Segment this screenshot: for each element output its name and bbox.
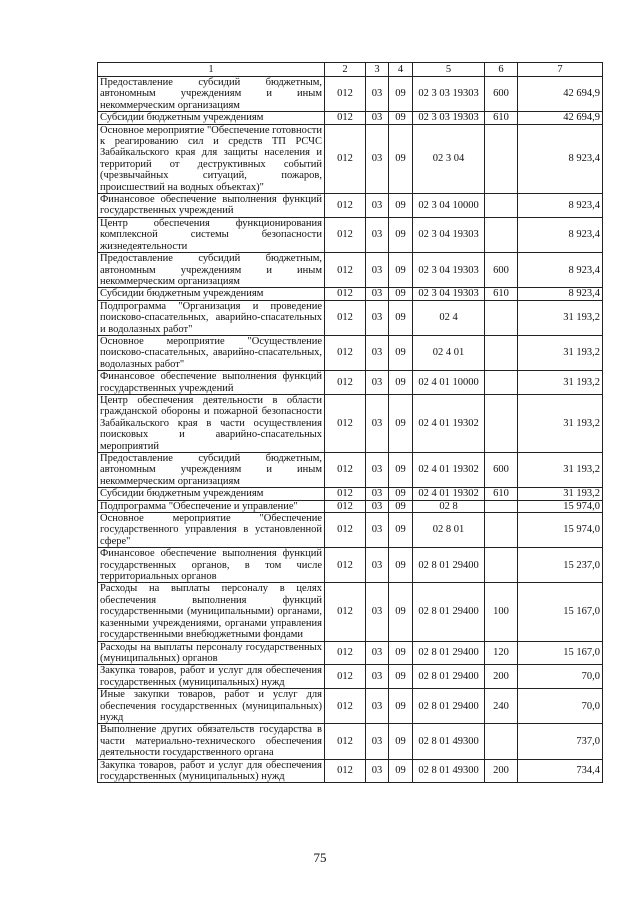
row-expense-type-cell <box>485 300 518 335</box>
row-target-item-cell: 02 8 01 29400 <box>413 548 485 583</box>
row-name-cell: Финансовое обеспечение выполнения функций государственных учреждений <box>98 194 325 218</box>
row-amount-cell: 8 923,4 <box>518 288 603 300</box>
row-name-cell: Закупка товаров, работ и услуг для обеспечения государственных (муниципальных) нужд <box>98 759 325 783</box>
row-subsection-cell: 09 <box>389 689 413 724</box>
row-section-cell: 03 <box>366 689 389 724</box>
row-expense-type-cell <box>485 124 518 193</box>
row-amount-cell: 8 923,4 <box>518 217 603 252</box>
row-subsection-cell: 09 <box>389 194 413 218</box>
row-amount-cell: 15 167,0 <box>518 641 603 665</box>
row-amount-cell: 31 193,2 <box>518 488 603 500</box>
table-row <box>98 759 603 783</box>
header-col-4: 4 <box>389 63 413 77</box>
row-section-cell: 03 <box>366 124 389 193</box>
header-col-2: 2 <box>325 63 366 77</box>
row-target-item-cell: 02 8 01 29400 <box>413 583 485 641</box>
row-section-cell: 03 <box>366 194 389 218</box>
row-admin-code-cell: 012 <box>325 759 366 783</box>
table-row <box>98 194 603 218</box>
row-subsection-cell: 09 <box>389 288 413 300</box>
row-subsection-cell: 09 <box>389 300 413 335</box>
row-section-cell: 03 <box>366 583 389 641</box>
row-subsection-cell: 09 <box>389 371 413 395</box>
row-amount-cell: 8 923,4 <box>518 124 603 193</box>
row-section-cell: 03 <box>366 488 389 500</box>
table-row <box>98 253 603 288</box>
row-amount-cell: 42 694,9 <box>518 112 603 124</box>
row-name-cell: Основное мероприятие "Обеспечение государственного управления в установленной сфере" <box>98 513 325 548</box>
row-amount-cell: 15 974,0 <box>518 513 603 548</box>
row-subsection-cell: 09 <box>389 724 413 759</box>
table-row <box>98 394 603 452</box>
row-section-cell: 03 <box>366 288 389 300</box>
row-target-item-cell: 02 3 04 19303 <box>413 288 485 300</box>
row-subsection-cell: 09 <box>389 217 413 252</box>
table-row <box>98 335 603 370</box>
row-subsection-cell: 09 <box>389 394 413 452</box>
row-section-cell: 03 <box>366 253 389 288</box>
row-amount-cell: 15 974,0 <box>518 500 603 512</box>
row-target-item-cell: 02 8 01 49300 <box>413 759 485 783</box>
header-col-6: 6 <box>485 63 518 77</box>
row-name-cell: Подпрограмма "Обеспечение и управление" <box>98 500 325 512</box>
row-name-cell: Основное мероприятие "Обеспечение готовности к реагированию сил и средств ТП РСЧС Забайкальского края для защиты населения и территорий от деструктивных событий (чрезвычайных ситуаций, пожаров, происшествий на водных объектах)" <box>98 124 325 193</box>
row-name-cell: Субсидии бюджетным учреждениям <box>98 488 325 500</box>
row-subsection-cell: 09 <box>389 112 413 124</box>
row-expense-type-cell <box>485 394 518 452</box>
row-expense-type-cell: 200 <box>485 665 518 689</box>
row-admin-code-cell: 012 <box>325 513 366 548</box>
row-amount-cell: 70,0 <box>518 665 603 689</box>
row-amount-cell: 15 237,0 <box>518 548 603 583</box>
row-expense-type-cell: 610 <box>485 288 518 300</box>
row-amount-cell: 31 193,2 <box>518 394 603 452</box>
row-expense-type-cell <box>485 194 518 218</box>
row-admin-code-cell: 012 <box>325 371 366 395</box>
row-admin-code-cell: 012 <box>325 288 366 300</box>
row-section-cell: 03 <box>366 641 389 665</box>
row-target-item-cell: 02 4 01 19302 <box>413 394 485 452</box>
row-admin-code-cell: 012 <box>325 665 366 689</box>
row-expense-type-cell: 610 <box>485 488 518 500</box>
row-section-cell: 03 <box>366 77 389 112</box>
row-amount-cell: 31 193,2 <box>518 371 603 395</box>
row-target-item-cell: 02 3 04 19303 <box>413 217 485 252</box>
row-expense-type-cell: 610 <box>485 112 518 124</box>
row-admin-code-cell: 012 <box>325 689 366 724</box>
row-expense-type-cell: 600 <box>485 253 518 288</box>
row-amount-cell: 42 694,9 <box>518 77 603 112</box>
row-target-item-cell: 02 3 03 19303 <box>413 112 485 124</box>
row-target-item-cell: 02 8 01 <box>413 513 485 548</box>
table-row <box>98 641 603 665</box>
row-expense-type-cell <box>485 724 518 759</box>
row-section-cell: 03 <box>366 513 389 548</box>
header-col-3: 3 <box>366 63 389 77</box>
row-target-item-cell: 02 3 03 19303 <box>413 77 485 112</box>
row-subsection-cell: 09 <box>389 665 413 689</box>
row-subsection-cell: 09 <box>389 500 413 512</box>
row-name-cell: Расходы на выплаты персоналу в целях обеспечения выполнения функций государственными (муниципальными) органами, казенными учреждениями, органами управления государственными внебюджетными фондами <box>98 583 325 641</box>
page-number: 75 <box>313 850 327 865</box>
table-row <box>98 548 603 583</box>
row-name-cell: Иные закупки товаров, работ и услуг для обеспечения государственных (муниципальных) нужд <box>98 689 325 724</box>
row-target-item-cell: 02 4 01 19302 <box>413 453 485 488</box>
row-section-cell: 03 <box>366 112 389 124</box>
row-expense-type-cell: 240 <box>485 689 518 724</box>
row-admin-code-cell: 012 <box>325 583 366 641</box>
row-subsection-cell: 09 <box>389 513 413 548</box>
row-expense-type-cell <box>485 335 518 370</box>
row-amount-cell: 734,4 <box>518 759 603 783</box>
row-subsection-cell: 09 <box>389 641 413 665</box>
header-col-7: 7 <box>518 63 603 77</box>
table-row <box>98 689 603 724</box>
header-col-5: 5 <box>413 63 485 77</box>
row-admin-code-cell: 012 <box>325 488 366 500</box>
row-name-cell: Предоставление субсидий бюджетным, автономным учреждениям и иным некоммерческим организациям <box>98 253 325 288</box>
row-admin-code-cell: 012 <box>325 253 366 288</box>
row-expense-type-cell <box>485 500 518 512</box>
header-col-1: 1 <box>98 63 325 77</box>
row-expense-type-cell <box>485 217 518 252</box>
row-expense-type-cell: 600 <box>485 77 518 112</box>
row-expense-type-cell: 100 <box>485 583 518 641</box>
table-row <box>98 300 603 335</box>
row-subsection-cell: 09 <box>389 124 413 193</box>
row-admin-code-cell: 012 <box>325 548 366 583</box>
table-row <box>98 371 603 395</box>
row-name-cell: Предоставление субсидий бюджетным, автономным учреждениям и иным некоммерческим организациям <box>98 77 325 112</box>
table-row <box>98 453 603 488</box>
row-admin-code-cell: 012 <box>325 112 366 124</box>
table-row <box>98 77 603 112</box>
row-name-cell: Финансовое обеспечение выполнения функций государственных учреждений <box>98 371 325 395</box>
row-name-cell: Расходы на выплаты персоналу государственных (муниципальных) органов <box>98 641 325 665</box>
row-target-item-cell: 02 4 01 19302 <box>413 488 485 500</box>
row-name-cell: Подпрограмма "Организация и проведение поисково-спасательных, аварийно-спасательных и водолазных работ" <box>98 300 325 335</box>
row-section-cell: 03 <box>366 300 389 335</box>
row-section-cell: 03 <box>366 217 389 252</box>
row-expense-type-cell: 120 <box>485 641 518 665</box>
row-target-item-cell: 02 3 04 10000 <box>413 194 485 218</box>
row-target-item-cell: 02 8 01 29400 <box>413 665 485 689</box>
row-name-cell: Финансовое обеспечение выполнения функций государственных органов, в том числе территориальных органов <box>98 548 325 583</box>
row-name-cell: Центр обеспечения деятельности в области гражданской обороны и пожарной безопасности Забайкальского края в части осуществления поисковых и аварийно-спасательных мероприятий <box>98 394 325 452</box>
row-target-item-cell: 02 8 <box>413 500 485 512</box>
row-expense-type-cell <box>485 513 518 548</box>
row-target-item-cell: 02 8 01 29400 <box>413 641 485 665</box>
row-expense-type-cell <box>485 371 518 395</box>
row-subsection-cell: 09 <box>389 548 413 583</box>
row-subsection-cell: 09 <box>389 453 413 488</box>
table-row <box>98 724 603 759</box>
row-amount-cell: 70,0 <box>518 689 603 724</box>
row-admin-code-cell: 012 <box>325 641 366 665</box>
row-admin-code-cell: 012 <box>325 500 366 512</box>
row-admin-code-cell: 012 <box>325 335 366 370</box>
row-amount-cell: 8 923,4 <box>518 194 603 218</box>
table-body <box>98 77 603 783</box>
row-target-item-cell: 02 3 04 19303 <box>413 253 485 288</box>
row-name-cell: Центр обеспечения функционирования комплексной системы безопасности жизнедеятельности <box>98 217 325 252</box>
table-row <box>98 488 603 500</box>
table-row <box>98 500 603 512</box>
row-target-item-cell: 02 4 01 <box>413 335 485 370</box>
row-target-item-cell: 02 4 <box>413 300 485 335</box>
table-row <box>98 217 603 252</box>
row-name-cell: Субсидии бюджетным учреждениям <box>98 112 325 124</box>
row-section-cell: 03 <box>366 724 389 759</box>
row-section-cell: 03 <box>366 394 389 452</box>
row-section-cell: 03 <box>366 500 389 512</box>
row-subsection-cell: 09 <box>389 253 413 288</box>
row-admin-code-cell: 012 <box>325 194 366 218</box>
row-name-cell: Субсидии бюджетным учреждениям <box>98 288 325 300</box>
row-amount-cell: 31 193,2 <box>518 300 603 335</box>
table-row <box>98 112 603 124</box>
row-name-cell: Выполнение других обязательств государства в части материально-технического обеспечения деятельности государственного органа <box>98 724 325 759</box>
row-section-cell: 03 <box>366 335 389 370</box>
row-expense-type-cell: 600 <box>485 453 518 488</box>
row-section-cell: 03 <box>366 453 389 488</box>
table-row <box>98 288 603 300</box>
row-admin-code-cell: 012 <box>325 124 366 193</box>
row-target-item-cell: 02 4 01 10000 <box>413 371 485 395</box>
budget-table <box>97 62 603 783</box>
row-amount-cell: 31 193,2 <box>518 453 603 488</box>
row-admin-code-cell: 012 <box>325 724 366 759</box>
row-admin-code-cell: 012 <box>325 77 366 112</box>
row-amount-cell: 8 923,4 <box>518 253 603 288</box>
row-name-cell: Предоставление субсидий бюджетным, автономным учреждениям и иным некоммерческим организациям <box>98 453 325 488</box>
row-amount-cell: 737,0 <box>518 724 603 759</box>
row-amount-cell: 31 193,2 <box>518 335 603 370</box>
row-name-cell: Основное мероприятие "Осуществление поисково-спасательных, аварийно-спасательных, водолазных работ" <box>98 335 325 370</box>
table-row <box>98 665 603 689</box>
row-target-item-cell: 02 3 04 <box>413 124 485 193</box>
row-name-cell: Закупка товаров, работ и услуг для обеспечения государственных (муниципальных) нужд <box>98 665 325 689</box>
row-section-cell: 03 <box>366 759 389 783</box>
row-admin-code-cell: 012 <box>325 217 366 252</box>
row-expense-type-cell <box>485 548 518 583</box>
table-header-row <box>98 63 603 77</box>
row-target-item-cell: 02 8 01 29400 <box>413 689 485 724</box>
row-subsection-cell: 09 <box>389 77 413 112</box>
table-row <box>98 583 603 641</box>
row-section-cell: 03 <box>366 371 389 395</box>
row-subsection-cell: 09 <box>389 759 413 783</box>
row-admin-code-cell: 012 <box>325 300 366 335</box>
row-admin-code-cell: 012 <box>325 453 366 488</box>
table-row <box>98 513 603 548</box>
table-row <box>98 124 603 193</box>
row-section-cell: 03 <box>366 665 389 689</box>
row-amount-cell: 15 167,0 <box>518 583 603 641</box>
row-section-cell: 03 <box>366 548 389 583</box>
row-subsection-cell: 09 <box>389 488 413 500</box>
row-subsection-cell: 09 <box>389 583 413 641</box>
row-target-item-cell: 02 8 01 49300 <box>413 724 485 759</box>
row-subsection-cell: 09 <box>389 335 413 370</box>
row-expense-type-cell: 200 <box>485 759 518 783</box>
row-admin-code-cell: 012 <box>325 394 366 452</box>
